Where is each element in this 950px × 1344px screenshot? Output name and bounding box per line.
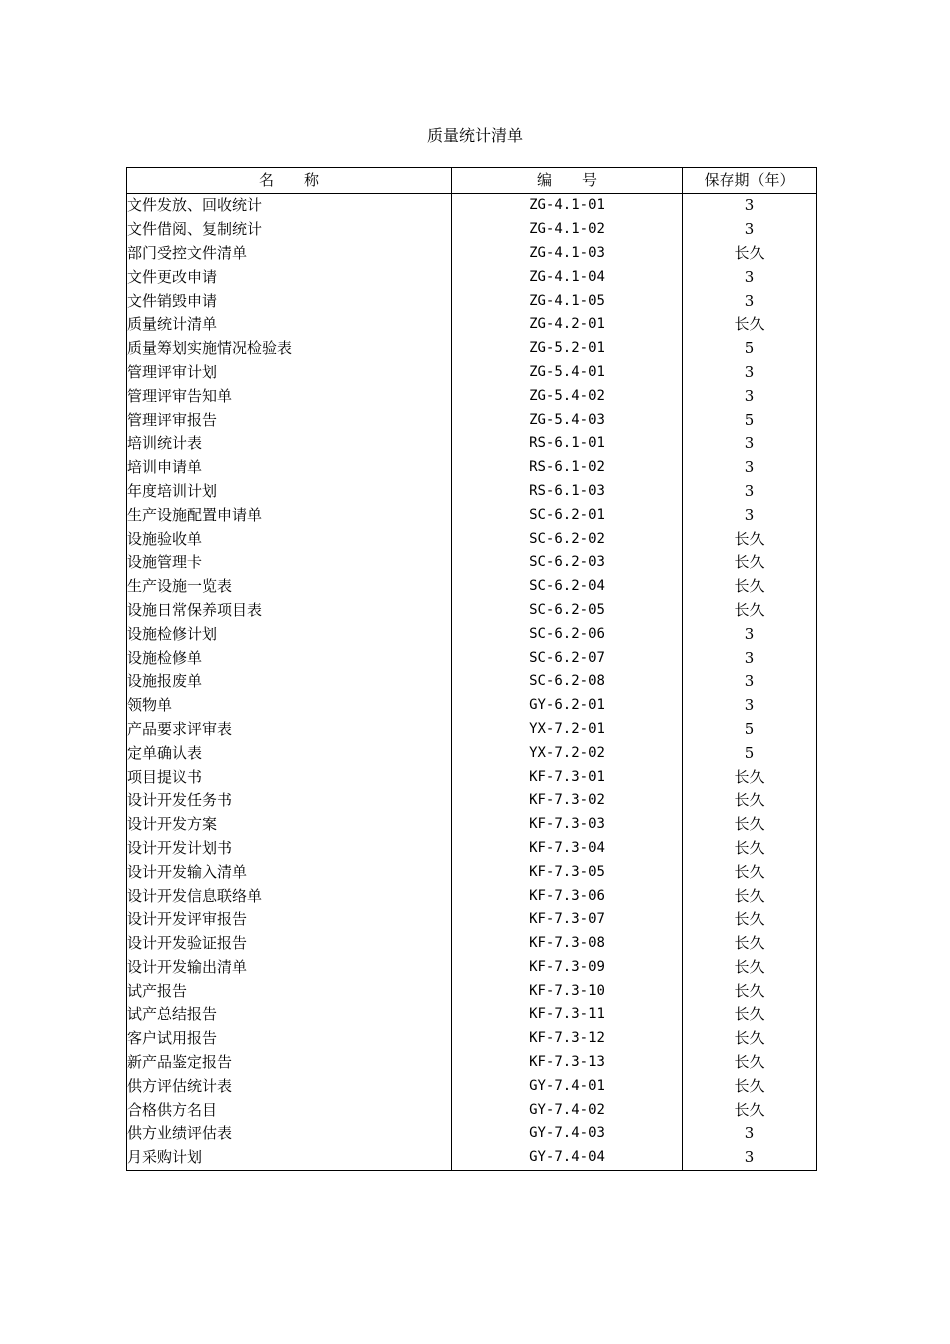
cell-record-code: KF-7.3-09 [452, 956, 683, 980]
cell-retention-period: 3 [683, 432, 817, 456]
cell-record-name: 项目提议书 [127, 765, 452, 789]
table-row [127, 527, 817, 551]
cell-record-code: SC-6.2-06 [452, 622, 683, 646]
cell-retention-period: 长久 [683, 908, 817, 932]
cell-record-code: GY-7.4-04 [452, 1146, 683, 1170]
cell-record-name: 设施检修计划 [127, 622, 452, 646]
cell-record-code: GY-6.2-01 [452, 694, 683, 718]
cell-record-code: GY-7.4-02 [452, 1098, 683, 1122]
table-row [127, 313, 817, 337]
cell-record-code: KF-7.3-05 [452, 860, 683, 884]
cell-record-name: 新产品鉴定报告 [127, 1051, 452, 1075]
cell-record-code: SC-6.2-05 [452, 599, 683, 623]
table-row [127, 456, 817, 480]
table-header-row [127, 168, 817, 194]
table-row [127, 956, 817, 980]
table-row [127, 1098, 817, 1122]
table-row [127, 194, 817, 218]
cell-record-code: ZG-5.4-02 [452, 384, 683, 408]
cell-record-code: KF-7.3-03 [452, 813, 683, 837]
cell-record-name: 设计开发输出清单 [127, 956, 452, 980]
cell-retention-period: 长久 [683, 979, 817, 1003]
cell-record-name: 管理评审计划 [127, 361, 452, 385]
table-row [127, 670, 817, 694]
table-row [127, 265, 817, 289]
page-title: 质量统计清单 [426, 126, 523, 145]
table-row [127, 1027, 817, 1051]
cell-record-name: 生产设施一览表 [127, 575, 452, 599]
cell-record-code: SC-6.2-02 [452, 527, 683, 551]
cell-record-name: 领物单 [127, 694, 452, 718]
cell-record-code: KF-7.3-12 [452, 1027, 683, 1051]
cell-record-name: 设计开发方案 [127, 813, 452, 837]
cell-record-name: 客户试用报告 [127, 1027, 452, 1051]
cell-record-name: 设计开发输入清单 [127, 860, 452, 884]
cell-record-code: SC-6.2-08 [452, 670, 683, 694]
table-row [127, 218, 817, 242]
cell-record-code: ZG-4.1-02 [452, 218, 683, 242]
cell-record-code: GY-7.4-01 [452, 1074, 683, 1098]
cell-record-name: 文件借阅、复制统计 [127, 218, 452, 242]
cell-record-name: 产品要求评审表 [127, 718, 452, 742]
cell-retention-period: 长久 [683, 1051, 817, 1075]
cell-retention-period: 长久 [683, 575, 817, 599]
table-row [127, 1146, 817, 1170]
cell-record-name: 质量统计清单 [127, 313, 452, 337]
table-row [127, 741, 817, 765]
cell-retention-period: 5 [683, 337, 817, 361]
cell-record-name: 设施日常保养项目表 [127, 599, 452, 623]
cell-record-name: 培训统计表 [127, 432, 452, 456]
cell-retention-period: 长久 [683, 1074, 817, 1098]
cell-retention-period: 长久 [683, 1027, 817, 1051]
table-row [127, 337, 817, 361]
table-body [127, 194, 817, 1171]
cell-record-name: 年度培训计划 [127, 480, 452, 504]
cell-retention-period: 长久 [683, 313, 817, 337]
cell-record-name: 文件销毁申请 [127, 289, 452, 313]
cell-record-code: YX-7.2-01 [452, 718, 683, 742]
cell-record-name: 培训申请单 [127, 456, 452, 480]
cell-record-code: ZG-4.1-01 [452, 194, 683, 218]
table-row [127, 718, 817, 742]
cell-record-name: 供方业绩评估表 [127, 1122, 452, 1146]
cell-retention-period: 长久 [683, 789, 817, 813]
table-row [127, 979, 817, 1003]
cell-record-code: ZG-4.2-01 [452, 313, 683, 337]
cell-record-code: SC-6.2-01 [452, 503, 683, 527]
table-row [127, 1051, 817, 1075]
cell-retention-period: 3 [683, 218, 817, 242]
cell-record-code: GY-7.4-03 [452, 1122, 683, 1146]
cell-record-name: 设计开发信息联络单 [127, 884, 452, 908]
table-row [127, 1074, 817, 1098]
cell-record-name: 设施检修单 [127, 646, 452, 670]
cell-retention-period: 长久 [683, 884, 817, 908]
cell-record-code: ZG-5.2-01 [452, 337, 683, 361]
cell-record-name: 合格供方名目 [127, 1098, 452, 1122]
cell-record-code: RS-6.1-03 [452, 480, 683, 504]
cell-record-name: 定单确认表 [127, 741, 452, 765]
table-row [127, 242, 817, 266]
cell-retention-period: 3 [683, 456, 817, 480]
cell-retention-period: 3 [683, 622, 817, 646]
cell-retention-period: 长久 [683, 527, 817, 551]
table-row [127, 884, 817, 908]
cell-record-name: 设施管理卡 [127, 551, 452, 575]
cell-retention-period: 3 [683, 361, 817, 385]
cell-retention-period: 3 [683, 1122, 817, 1146]
table-row [127, 289, 817, 313]
cell-retention-period: 长久 [683, 242, 817, 266]
cell-record-name: 质量筹划实施情况检验表 [127, 337, 452, 361]
cell-record-code: SC-6.2-07 [452, 646, 683, 670]
cell-record-name: 供方评估统计表 [127, 1074, 452, 1098]
table-row [127, 408, 817, 432]
cell-retention-period: 5 [683, 741, 817, 765]
cell-retention-period: 3 [683, 670, 817, 694]
cell-record-code: SC-6.2-03 [452, 551, 683, 575]
cell-record-code: ZG-5.4-01 [452, 361, 683, 385]
cell-retention-period: 3 [683, 503, 817, 527]
table-row [127, 503, 817, 527]
table-row [127, 575, 817, 599]
cell-record-name: 部门受控文件清单 [127, 242, 452, 266]
cell-retention-period: 3 [683, 194, 817, 218]
cell-retention-period: 3 [683, 694, 817, 718]
cell-record-code: SC-6.2-04 [452, 575, 683, 599]
cell-retention-period: 3 [683, 289, 817, 313]
table-row [127, 551, 817, 575]
cell-record-name: 月采购计划 [127, 1146, 452, 1170]
cell-record-name: 试产总结报告 [127, 1003, 452, 1027]
cell-record-name: 设计开发验证报告 [127, 932, 452, 956]
cell-record-code: ZG-5.4-03 [452, 408, 683, 432]
table-row [127, 646, 817, 670]
table-row [127, 860, 817, 884]
cell-retention-period: 3 [683, 480, 817, 504]
cell-retention-period: 长久 [683, 599, 817, 623]
cell-record-code: ZG-4.1-04 [452, 265, 683, 289]
table-row [127, 932, 817, 956]
cell-record-code: KF-7.3-02 [452, 789, 683, 813]
table-row [127, 1122, 817, 1146]
column-header-name: 名 称 [127, 168, 452, 194]
table-row [127, 1003, 817, 1027]
cell-record-code: ZG-4.1-05 [452, 289, 683, 313]
cell-record-code: RS-6.1-01 [452, 432, 683, 456]
record-list-table [126, 167, 817, 1171]
cell-record-name: 设计开发评审报告 [127, 908, 452, 932]
cell-record-code: ZG-4.1-03 [452, 242, 683, 266]
column-header-code: 编 号 [452, 168, 683, 194]
table-row [127, 384, 817, 408]
table-row [127, 480, 817, 504]
cell-record-code: KF-7.3-01 [452, 765, 683, 789]
cell-retention-period: 长久 [683, 956, 817, 980]
cell-record-name: 试产报告 [127, 979, 452, 1003]
cell-retention-period: 3 [683, 384, 817, 408]
cell-record-code: KF-7.3-11 [452, 1003, 683, 1027]
table-row [127, 765, 817, 789]
table-row [127, 694, 817, 718]
table-row [127, 599, 817, 623]
cell-record-code: KF-7.3-10 [452, 979, 683, 1003]
cell-record-code: KF-7.3-13 [452, 1051, 683, 1075]
table-row [127, 622, 817, 646]
cell-record-name: 设计开发任务书 [127, 789, 452, 813]
cell-retention-period: 长久 [683, 837, 817, 861]
table-row [127, 908, 817, 932]
cell-record-code: KF-7.3-06 [452, 884, 683, 908]
cell-retention-period: 长久 [683, 813, 817, 837]
table-row [127, 837, 817, 861]
table-row [127, 432, 817, 456]
cell-record-name: 管理评审告知单 [127, 384, 452, 408]
cell-record-code: KF-7.3-08 [452, 932, 683, 956]
cell-record-code: RS-6.1-02 [452, 456, 683, 480]
cell-record-code: KF-7.3-04 [452, 837, 683, 861]
cell-retention-period: 5 [683, 408, 817, 432]
cell-record-code: YX-7.2-02 [452, 741, 683, 765]
cell-retention-period: 3 [683, 1146, 817, 1170]
cell-retention-period: 3 [683, 646, 817, 670]
column-header-retention: 保存期（年） [683, 168, 817, 194]
cell-record-name: 设计开发计划书 [127, 837, 452, 861]
cell-record-name: 管理评审报告 [127, 408, 452, 432]
table-row [127, 361, 817, 385]
cell-retention-period: 长久 [683, 551, 817, 575]
table-row [127, 813, 817, 837]
cell-record-name: 设施验收单 [127, 527, 452, 551]
cell-record-name: 文件更改申请 [127, 265, 452, 289]
table-row [127, 789, 817, 813]
cell-retention-period: 长久 [683, 932, 817, 956]
cell-record-name: 文件发放、回收统计 [127, 194, 452, 218]
cell-retention-period: 5 [683, 718, 817, 742]
cell-record-code: KF-7.3-07 [452, 908, 683, 932]
cell-retention-period: 3 [683, 265, 817, 289]
cell-retention-period: 长久 [683, 860, 817, 884]
cell-record-name: 设施报废单 [127, 670, 452, 694]
cell-record-name: 生产设施配置申请单 [127, 503, 452, 527]
cell-retention-period: 长久 [683, 1098, 817, 1122]
cell-retention-period: 长久 [683, 765, 817, 789]
cell-retention-period: 长久 [683, 1003, 817, 1027]
